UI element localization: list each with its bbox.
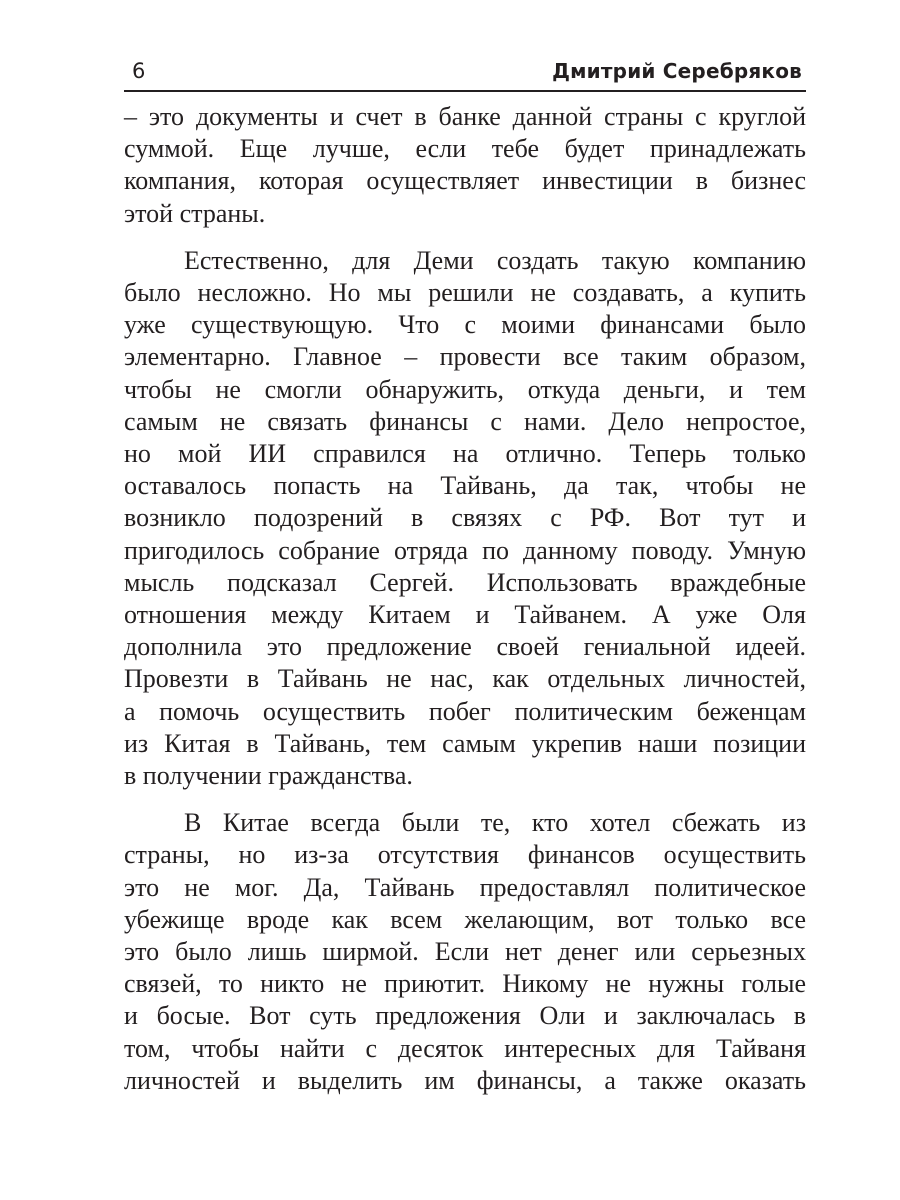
text-line: компания, которая осуществляет инвестиции в бизнес <box>124 166 806 196</box>
paragraph <box>124 807 806 1097</box>
body-text <box>124 101 806 1112</box>
text-line: убежище вроде как всем желающим, вот только все <box>124 904 806 934</box>
text-line: а помочь осуществить побег политическим беженцам <box>124 696 806 726</box>
running-head-author: Дмитрий Серебряков <box>552 59 802 83</box>
text-line: уже существующую. Что с моими финансами было <box>124 310 806 340</box>
text-line: чтобы не смогли обнаружить, откуда деньги, и тем <box>124 374 806 404</box>
text-line: элементарно. Главное – провести все таким образом, <box>124 342 806 372</box>
page-number: 6 <box>132 59 146 83</box>
text-line: связей, то никто не приютит. Никому не нужны голые <box>124 969 806 999</box>
text-line: в получении гражданства. <box>124 761 413 791</box>
paragraph <box>124 245 806 792</box>
text-line: из Китая в Тайвань, тем самым укрепив наши позиции <box>124 728 806 758</box>
text-line: дополнила это предложение своей гениальной идеей. <box>124 632 806 662</box>
text-line: Естественно, для Деми создать такую компанию <box>184 245 806 275</box>
text-line: самым не связать финансы с нами. Дело непростое, <box>124 406 806 436</box>
text-line: том, чтобы найти с десяток интересных для Тайваня <box>124 1033 806 1063</box>
text-line: суммой. Еще лучше, если тебе будет принадлежать <box>124 134 806 164</box>
text-line: это было лишь ширмой. Если нет денег или серьезных <box>124 937 806 967</box>
text-line: оставалось попасть на Тайвань, да так, чтобы не <box>124 471 806 501</box>
text-line: мысль подсказал Сергей. Использовать враждебные <box>124 567 806 597</box>
text-line: и босые. Вот суть предложения Оли и заключалась в <box>124 1001 806 1031</box>
paragraph <box>124 101 806 230</box>
text-line: личностей и выделить им финансы, а также оказать <box>124 1065 806 1095</box>
text-line: страны, но из-за отсутствия финансов осуществить <box>124 840 806 870</box>
text-line: пригодилось собрание отряда по данному поводу. Умную <box>124 535 806 565</box>
text-line: Провезти в Тайвань не нас, как отдельных личностей, <box>124 664 806 694</box>
text-line: было несложно. Но мы решили не создавать, а купить <box>124 278 806 308</box>
text-line: – это документы и счет в банке данной страны с круглой <box>124 102 806 131</box>
text-line: В Китае всегда были те, кто хотел сбежать из <box>184 808 806 838</box>
text-line: это не мог. Да, Тайвань предоставлял политическое <box>124 872 806 902</box>
text-line: отношения между Китаем и Тайванем. А уже Оля <box>124 600 806 630</box>
text-line: этой страны. <box>124 198 266 228</box>
text-line: но мой ИИ справился на отлично. Теперь только <box>124 439 806 469</box>
page-header <box>124 56 806 92</box>
text-line: возникло подозрений в связях с РФ. Вот тут и <box>124 503 806 533</box>
